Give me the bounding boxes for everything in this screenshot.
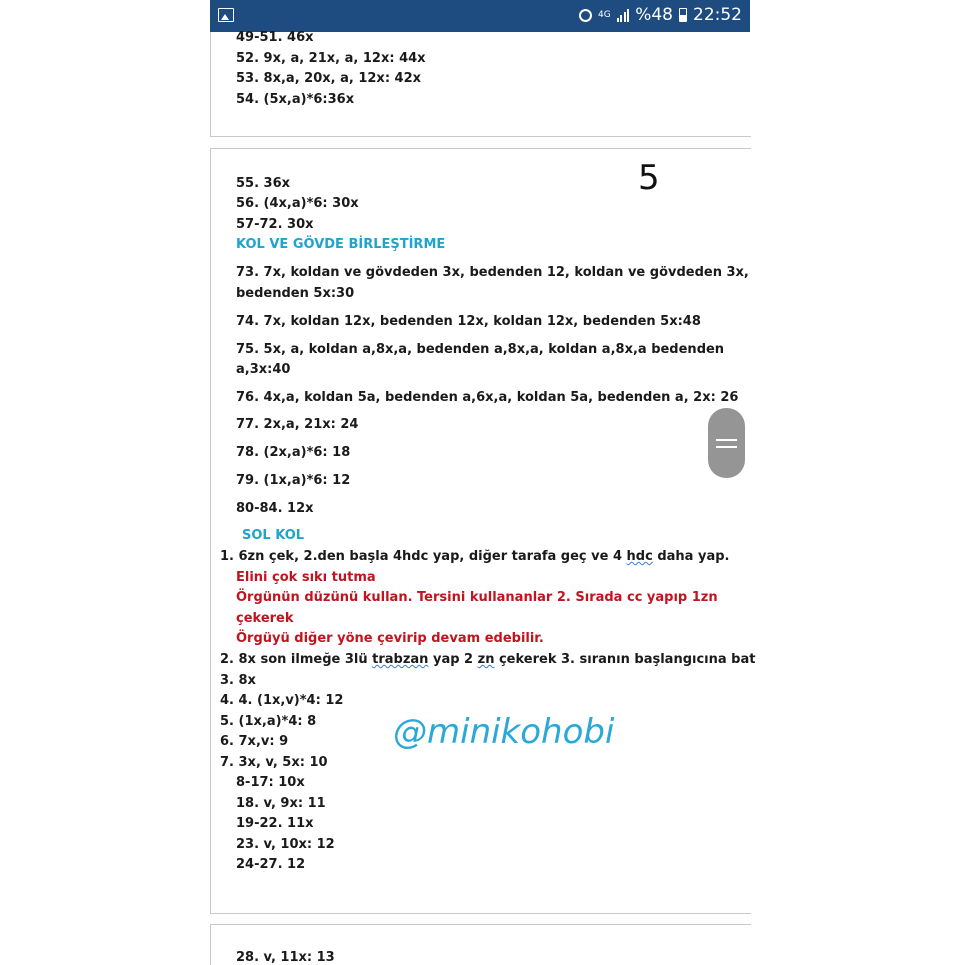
status-bar [210, 0, 750, 32]
pattern-row: 75. 5x, a, koldan a,8x,a, bedenden a,8x,a, koldan a,8x,a bedenden [236, 342, 725, 357]
pattern-row: a,3x:40 [236, 362, 291, 377]
alarm-icon [579, 9, 592, 22]
pattern-row: 18. v, 9x: 11 [236, 796, 326, 811]
signal-icon [617, 8, 630, 22]
pattern-note: çekerek [236, 611, 294, 626]
pattern-row: 2. 8x son ilmeğe 3lü trabzan yap 2 zn çekerek 3. sıranın başlangıcına bat [220, 652, 756, 667]
pattern-row: 55. 36x [236, 176, 291, 191]
pattern-row: 77. 2x,a, 21x: 24 [236, 417, 359, 432]
pattern-row: 8-17: 10x [236, 775, 305, 790]
battery-icon [679, 8, 687, 22]
pattern-row: 78. (2x,a)*6: 18 [236, 445, 351, 460]
pattern-row: 79. (1x,a)*6: 12 [236, 473, 351, 488]
pattern-row: 73. 7x, koldan ve gövdeden 3x, bedenden 12, koldan ve gövdeden 3x, [236, 265, 749, 280]
pattern-row: 74. 7x, koldan 12x, bedenden 12x, koldan 12x, bedenden 5x:48 [236, 314, 701, 329]
clock: 22:52 [693, 5, 742, 25]
status-indicators [579, 5, 742, 25]
battery-percent: %48 [635, 5, 673, 25]
pattern-row: 80-84. 12x [236, 501, 314, 516]
pattern-note: Örgüyü diğer yöne çevirip devam edebilir. [236, 631, 544, 646]
pattern-row: 52. 9x, a, 21x, a, 12x: 44x [236, 51, 426, 66]
pattern-row: 54. (5x,a)*6:36x [236, 92, 355, 107]
pattern-row: 5. (1x,a)*4: 8 [220, 714, 317, 729]
pattern-row: 3. 8x [220, 673, 256, 688]
pattern-row: 49-51. 46x [236, 30, 314, 45]
pattern-row: 19-22. 11x [236, 816, 314, 831]
page-number: 5 [638, 158, 660, 198]
pattern-note: Elini çok sıkı tutma [236, 570, 376, 585]
pattern-row: 4. 4. (1x,v)*4: 12 [220, 693, 344, 708]
watermark: @minikohobi [393, 712, 615, 752]
section-heading: SOL KOL [242, 528, 305, 543]
pattern-row: 24-27. 12 [236, 857, 306, 872]
pattern-row: 6. 7x,v: 9 [220, 734, 289, 749]
pattern-row: 76. 4x,a, koldan 5a, bedenden a,6x,a, koldan 5a, bedenden a, 2x: 26 [236, 390, 739, 405]
gallery-notification-icon [218, 8, 234, 22]
pattern-row: 56. (4x,a)*6: 30x [236, 196, 359, 211]
pattern-row: 57-72. 30x [236, 217, 314, 232]
pattern-row: 7. 3x, v, 5x: 10 [220, 755, 328, 770]
pattern-row: 1. 6zn çek, 2.den başla 4hdc yap, diğer tarafa geç ve 4 hdc daha yap. [220, 549, 730, 564]
pattern-row: bedenden 5x:30 [236, 286, 355, 301]
pattern-note: Örgünün düzünü kullan. Tersini kullananlar 2. Sırada cc yapıp 1zn [236, 590, 718, 605]
pattern-row: 53. 8x,a, 20x, a, 12x: 42x [236, 71, 422, 86]
pattern-row: 28. v, 11x: 13 [236, 950, 335, 965]
network-type: 4G [598, 9, 611, 20]
pattern-row: 23. v, 10x: 12 [236, 837, 335, 852]
fast-scroll-handle[interactable] [708, 408, 745, 478]
section-heading: KOL VE GÖVDE BİRLEŞTİRME [236, 237, 446, 252]
